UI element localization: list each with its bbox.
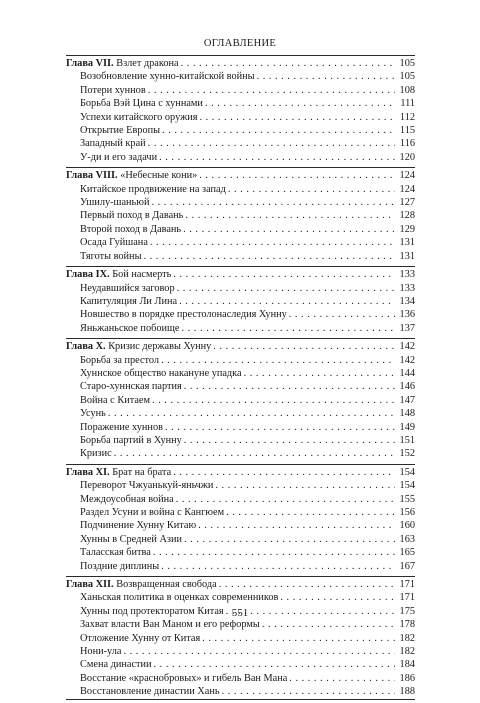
dot-leader <box>226 506 395 519</box>
dot-leader <box>114 447 395 460</box>
dot-leader <box>219 578 395 591</box>
section-title: Возобновление хунно-китайской войны <box>80 71 255 83</box>
dot-leader <box>151 196 395 209</box>
section-page: 156 <box>399 507 415 518</box>
section-entry <box>66 618 415 631</box>
section-title: Подчинение Хунну Китаю <box>80 520 197 532</box>
section-page: 127 <box>399 197 415 209</box>
dot-leader <box>289 672 395 685</box>
section-title: Восстановление династии Хань <box>80 686 220 698</box>
section-page: 105 <box>399 71 415 83</box>
chapter-block <box>66 55 415 164</box>
section-title: Захват власти Ван Маном и его реформы <box>80 619 260 631</box>
chapter-block <box>66 167 415 263</box>
section-title: Тяготы войны <box>80 250 142 262</box>
dot-leader <box>228 183 395 196</box>
dot-leader <box>161 354 395 367</box>
section-entry <box>66 591 415 604</box>
section-title: Смена династии <box>80 659 152 671</box>
dot-leader <box>289 308 395 321</box>
section-page: 108 <box>399 84 415 96</box>
dot-leader <box>152 394 395 407</box>
dot-leader <box>213 340 395 353</box>
dot-leader <box>215 479 395 492</box>
chapter-name: Возвращенная свобода <box>116 579 217 591</box>
chapter-name: «Небесные кони» <box>120 170 198 182</box>
section-page: 111 <box>400 98 415 110</box>
section-page: 129 <box>399 223 415 235</box>
table-of-contents <box>66 55 415 703</box>
section-title: Старо-хуннская партия <box>80 381 182 393</box>
section-page: 137 <box>399 322 415 334</box>
section-entry <box>66 236 415 249</box>
dot-leader <box>173 466 395 479</box>
section-entry <box>66 533 415 546</box>
dot-leader <box>184 533 395 546</box>
dot-leader <box>205 97 395 110</box>
section-title: Восстание «краснобровых» и гибель Ван Мана <box>80 672 288 684</box>
dot-leader <box>181 57 395 70</box>
dot-leader <box>162 124 395 137</box>
chapter-page: 154 <box>399 466 415 478</box>
section-entry <box>66 479 415 492</box>
section-entry <box>66 308 415 321</box>
dot-leader <box>173 268 395 281</box>
section-title: Второй поход в Давань <box>80 223 182 235</box>
section-entry <box>66 295 415 308</box>
section-page: 144 <box>399 367 415 379</box>
section-page: 184 <box>399 659 415 671</box>
dot-leader <box>199 111 395 124</box>
chapter-entry <box>66 466 415 479</box>
section-title: Борьба за престол <box>80 354 160 366</box>
dot-leader <box>153 546 395 559</box>
section-title: Открытие Европы <box>80 125 161 137</box>
section-title: Ханьская политика в оценках современников <box>80 592 279 604</box>
section-entry <box>66 506 415 519</box>
section-page: 165 <box>399 547 415 559</box>
dot-leader <box>159 151 395 164</box>
section-entry <box>66 493 415 506</box>
section-page: 175 <box>399 605 415 617</box>
section-page: 115 <box>399 125 415 137</box>
dot-leader <box>176 493 395 506</box>
section-title: Хунны в Средней Азии <box>80 533 183 545</box>
chapter-title <box>66 268 171 281</box>
section-page: 149 <box>399 421 415 433</box>
section-entry <box>66 645 415 658</box>
section-title: Борьба Вэй Цина с хуннами <box>80 98 203 110</box>
chapter-title <box>66 578 217 591</box>
chapter-title <box>66 169 197 182</box>
section-title: Ушилу-шаньюй <box>80 197 150 209</box>
section-page: 163 <box>399 533 415 545</box>
chapter-block <box>66 266 415 335</box>
chapter-name: Кризис державы Хунну <box>108 341 212 353</box>
section-title: Неудавшийся заговор <box>80 282 175 294</box>
chapter-label: Глава X. <box>66 341 106 353</box>
section-title: Осада Гуйшана <box>80 237 148 249</box>
section-title: Отложение Хунну от Китая <box>80 632 201 644</box>
section-page: 171 <box>399 592 415 604</box>
section-page: 186 <box>399 672 415 684</box>
chapter-entry <box>66 57 415 70</box>
section-title: Хунны под протекторатом Китая <box>80 605 224 617</box>
dot-leader <box>148 84 395 97</box>
section-title: Усунь <box>80 408 106 420</box>
dot-leader <box>198 519 395 532</box>
section-page: 136 <box>399 309 415 321</box>
section-entry <box>66 183 415 196</box>
chapter-label: Глава VIII. <box>66 170 118 182</box>
section-entry <box>66 380 415 393</box>
dot-leader <box>280 591 395 604</box>
section-entry <box>66 97 415 110</box>
section-entry <box>66 560 415 573</box>
section-entry <box>66 447 415 460</box>
section-entry <box>66 407 415 420</box>
section-entry <box>66 223 415 236</box>
section-entry <box>66 519 415 532</box>
dot-leader <box>199 169 395 182</box>
section-title: Яньжаньское побоище <box>80 322 180 334</box>
section-page: 147 <box>399 394 415 406</box>
chapter-entry <box>66 578 415 591</box>
section-page: 148 <box>399 408 415 420</box>
section-page: 128 <box>399 210 415 222</box>
chapter-page: 142 <box>399 341 415 353</box>
chapter-title <box>66 340 211 353</box>
section-page: 124 <box>399 183 415 195</box>
section-entry <box>66 546 415 559</box>
section-page: 155 <box>399 493 415 505</box>
section-page: 188 <box>399 686 415 698</box>
dot-leader <box>222 685 395 698</box>
dot-leader <box>108 407 395 420</box>
section-entry <box>66 672 415 685</box>
section-title: Потери хуннов <box>80 84 146 96</box>
chapter-title <box>66 466 171 479</box>
dot-leader <box>143 250 395 263</box>
dot-leader <box>123 645 395 658</box>
section-title: Война с Китаем <box>80 394 150 406</box>
section-entry <box>66 658 415 671</box>
page-number: 551 <box>231 607 249 619</box>
section-title: Раздел Усуни и война с Кангюем <box>80 507 225 518</box>
section-title: Переворот Чжуанькуй-яньчжи <box>80 480 214 492</box>
chapter-page: 133 <box>399 269 415 281</box>
section-page: 167 <box>399 560 415 572</box>
section-page: 182 <box>399 632 415 644</box>
chapter-label: Глава XI. <box>66 466 110 478</box>
section-title: Кризис <box>80 448 112 460</box>
dot-leader <box>179 295 395 308</box>
section-entry <box>66 322 415 335</box>
section-entry <box>66 111 415 124</box>
chapter-entry <box>66 340 415 353</box>
dot-leader <box>202 632 395 645</box>
chapter-label: Глава XII. <box>66 579 114 591</box>
section-entry <box>66 354 415 367</box>
section-entry <box>66 209 415 222</box>
dot-leader <box>148 137 395 150</box>
chapter-block <box>66 338 415 461</box>
section-page: 178 <box>399 619 415 631</box>
section-title: Междоусобная война <box>80 493 174 505</box>
section-entry <box>66 632 415 645</box>
dot-leader <box>154 658 395 671</box>
section-page: 133 <box>399 282 415 294</box>
dot-leader <box>184 434 395 447</box>
dot-leader <box>150 236 395 249</box>
chapter-entry <box>66 169 415 182</box>
dot-leader <box>182 322 396 335</box>
section-entry <box>66 282 415 295</box>
section-entry <box>66 367 415 380</box>
section-page: 131 <box>399 250 415 262</box>
chapter-page: 171 <box>399 579 415 591</box>
section-title: У-ди и его задачи <box>80 151 158 163</box>
section-entry <box>66 70 415 83</box>
section-page: 131 <box>399 237 415 249</box>
section-title: Капитуляция Ли Лина <box>80 295 178 307</box>
section-title: Борьба партий в Хунну <box>80 434 182 446</box>
section-entry <box>66 137 415 150</box>
section-title: Нони-ула <box>80 646 122 658</box>
section-entry <box>66 124 415 137</box>
page-header: ОГЛАВЛЕНИЕ <box>203 38 277 49</box>
dot-leader <box>257 70 395 83</box>
chapter-label: Глава VII. <box>66 58 114 69</box>
section-entry <box>66 151 415 164</box>
section-entry <box>66 394 415 407</box>
dot-leader <box>165 421 395 434</box>
section-title: Западный край <box>80 138 146 150</box>
section-page: 120 <box>399 151 415 163</box>
section-title: Хуннское общество накануне упадка <box>80 367 242 379</box>
chapter-block <box>66 464 415 573</box>
section-entry <box>66 685 415 698</box>
section-title: Поздние диплины <box>80 560 160 572</box>
section-entry <box>66 84 415 97</box>
dot-leader <box>161 560 395 573</box>
chapter-page: 105 <box>399 58 415 69</box>
dot-leader <box>184 380 395 393</box>
section-page: 112 <box>399 111 415 123</box>
section-page: 116 <box>399 138 415 150</box>
chapter-page: 124 <box>399 170 415 182</box>
section-page: 146 <box>399 381 415 393</box>
section-page: 134 <box>399 295 415 307</box>
dot-leader <box>183 223 395 236</box>
section-page: 154 <box>399 480 415 492</box>
section-entry <box>66 196 415 209</box>
section-page: 160 <box>399 520 415 532</box>
section-page: 182 <box>399 646 415 658</box>
section-title: Китайское продвижение на запад <box>80 183 226 195</box>
section-title: Новшество в порядке престолонаследия Хунну <box>80 309 287 321</box>
section-page: 152 <box>399 448 415 460</box>
chapter-name: Брат на брата <box>112 466 172 478</box>
chapter-entry <box>66 268 415 281</box>
section-title: Успехи китайского оружия <box>80 111 198 123</box>
chapter-title <box>66 57 179 70</box>
dot-leader <box>262 618 395 631</box>
section-entry <box>66 434 415 447</box>
chapter-name: Взлет дракона <box>116 58 179 69</box>
chapter-label: Глава IX. <box>66 269 110 281</box>
section-page: 151 <box>399 434 415 446</box>
section-title: Первый поход в Давань <box>80 210 184 222</box>
section-title: Таласская битва <box>80 547 151 559</box>
dot-leader <box>177 282 395 295</box>
section-entry <box>66 250 415 263</box>
section-entry <box>66 421 415 434</box>
section-title: Поражение хуннов <box>80 421 163 433</box>
chapter-name: Бой насмерть <box>112 269 172 281</box>
section-page: 142 <box>399 354 415 366</box>
chapter-block <box>66 576 415 700</box>
dot-leader <box>185 209 395 222</box>
dot-leader <box>244 367 395 380</box>
